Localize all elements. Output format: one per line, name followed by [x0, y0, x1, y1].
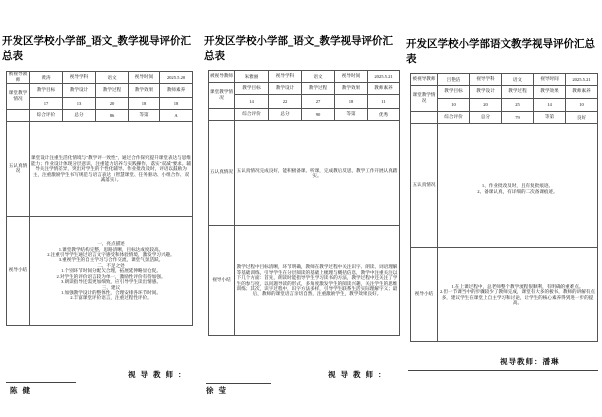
criterion: 教学设计: [269, 83, 302, 95]
criterion: 教师素养: [160, 84, 193, 98]
scores-row: [209, 95, 400, 109]
inspector-signature: 视导教师：潘琳: [500, 357, 560, 366]
signature-line: [206, 383, 271, 384]
score: 18: [335, 95, 368, 109]
five-diligence-row: [411, 124, 598, 248]
signature-line: [6, 382, 76, 383]
criterion: 教学目标: [30, 84, 63, 98]
classroom-label: 课堂教学情况: [7, 84, 30, 110]
criterion: 教学过程: [302, 83, 335, 95]
summary-row: [411, 248, 598, 342]
overall-label: 综合评价: [30, 110, 63, 122]
five-diligence-text: 五认真情况完成良好，能积极备课、听课，完成教后反思，教学工作开展认真踏实。: [235, 121, 400, 226]
total-score: 86: [96, 110, 129, 122]
score: 18: [129, 98, 160, 110]
sheet-title: 开发区学校小学部语文教学视导评价汇总表: [406, 38, 595, 65]
criteria-row: [411, 86, 598, 99]
criteria-row: [209, 83, 400, 95]
header-row: [209, 71, 400, 83]
grade-value: 优秀: [368, 109, 400, 121]
score: 14: [235, 95, 269, 109]
header-row: [411, 74, 598, 86]
score: 25: [502, 99, 534, 112]
score: 18: [160, 98, 193, 110]
date-value: 2025.5.21: [566, 74, 598, 86]
criterion: 教师素养: [368, 83, 400, 95]
header-row: [7, 72, 193, 84]
criterion: 教学效果: [335, 83, 368, 95]
subject-label: 视导学科: [470, 74, 502, 86]
five-diligence-text: 1、作业批改及时，且有复批痕迹。 2、备课认真，有详细的二次备课痕迹。: [438, 124, 598, 248]
summary-text: 教学过程中目标清晰，环节明确，教师在教学过程中关注识字、朗读、词语理解等基础训练，引导学生在分层阅读的基础上梳理与概括信息，教学中注重关注以下几个方面：首先，朗读时能指导学生学习读书的方法，教学过程中还关注了学生的参与度，以问题导读的形式，多角度激发学生的阅读兴趣，关注学生的思维训练；其次，识字过程中，识字方法多样，引导学生联系生活实际理解字义；最后，教师的课堂语言亲切自然，注重激励学生，教学效果良好。: [235, 226, 400, 336]
score: 10: [438, 99, 470, 112]
teacher-name: 吕艳洁: [438, 74, 470, 86]
subject-label: 视导学科: [269, 71, 302, 83]
overall-row: [411, 112, 598, 124]
total-score: 90: [302, 109, 335, 121]
inspector-signature: 视导教师：陈健: [10, 370, 191, 395]
criterion: 教学目标: [235, 83, 269, 95]
scores-row: [411, 99, 598, 112]
teacher-label: 被视导教师: [411, 74, 438, 86]
evaluation-sheet-chen: [0, 0, 200, 417]
evaluation-table: [208, 70, 400, 336]
five-diligence-label: 五认真情况: [209, 121, 235, 226]
score: 13: [63, 98, 96, 110]
five-diligence-row: [209, 121, 400, 226]
five-diligence-row: [7, 122, 193, 217]
summary-label: 视导小结: [209, 226, 235, 336]
teacher-name: 朱雅丽: [235, 71, 269, 83]
total-score: 79: [502, 112, 534, 124]
evaluation-sheet-pan: [404, 0, 602, 417]
score: 11: [368, 95, 400, 109]
score: 20: [96, 98, 129, 110]
sheet-title: 开发区学校小学部_语文_教学视导评价汇总表: [204, 35, 393, 62]
subject-label: 视导学科: [63, 72, 96, 84]
overall-label: 综合评价: [438, 112, 470, 124]
overall-label: 综合评价: [235, 109, 269, 121]
summary-label: 视导小结: [7, 217, 30, 326]
score: 17: [30, 98, 63, 110]
scores-row: [7, 98, 193, 110]
grade-label: 等第: [129, 110, 160, 122]
overall-row: [209, 109, 400, 121]
classroom-label: 课堂教学情况: [209, 83, 235, 109]
grade-label: 等第: [335, 109, 368, 121]
grade-value: A: [160, 110, 193, 122]
overall-row: [7, 110, 193, 122]
criterion: 教学效果: [129, 84, 160, 98]
summary-row: [7, 217, 193, 326]
evaluation-sheet-xu: [202, 0, 402, 417]
date-value: 2025.5.21: [368, 71, 400, 83]
grade-value: 良好: [566, 112, 598, 124]
inspector-signature: 视导教师：徐莹: [206, 370, 391, 395]
score: 10: [566, 99, 598, 112]
evaluation-table: [410, 73, 598, 342]
date-label: 视导时间: [335, 71, 368, 83]
criteria-row: [7, 84, 193, 98]
five-diligence-label: 五认真情况: [411, 124, 438, 248]
subject-value: 语文: [502, 74, 534, 86]
five-diligence-label: 五认真情况: [7, 122, 30, 217]
total-label: 总分: [269, 109, 302, 121]
criterion: 教学过程: [96, 84, 129, 98]
classroom-label: 课堂教学情况: [411, 86, 438, 112]
date-label: 视导时间: [534, 74, 566, 86]
summary-label: 视导小结: [411, 248, 438, 342]
subject-value: 语文: [302, 71, 335, 83]
teacher-label: 被视导教师: [7, 72, 30, 84]
criterion: 教师素养: [566, 86, 598, 99]
date-value: 2025.5.20: [160, 72, 193, 84]
grade-label: 等第: [534, 112, 566, 124]
evaluation-table: [6, 71, 193, 326]
summary-text: 一、亮点描述 1.课堂教学结构完整，思路清晰，目标达成度较高。 2.注重引导学生通过语言文字感受和体验情境，激发学习兴趣。 3.重视学生的自主学习与合作交流，课堂气氛活跃。 二、不足之处 1.个别环节时间分配欠合理，拓展延伸略显仓促。 2.对学生的评价语言较为单一，激励性评价有待加强。 3.朗读指导还需更加细致，应引导学生读出情感。 三、建议 1.加强教学设计的整体性，合理安排各环节时间。 2.丰富课堂评价语言，注重过程性评价。: [30, 217, 193, 326]
teacher-name: 黄涛: [30, 72, 63, 84]
score: 27: [302, 95, 335, 109]
criterion: 教学目标: [438, 86, 470, 99]
sheet-title: 开发区学校小学部_语文_教学视导评价汇总表: [2, 35, 191, 62]
criterion: 教学设计: [470, 86, 502, 99]
date-label: 视导时间: [129, 72, 160, 84]
summary-row: [209, 226, 400, 336]
signature-line: [408, 370, 598, 371]
total-label: 总分: [63, 110, 96, 122]
five-diligence-text: 课堂设计注重生活化情境与"教学评一致性"，通过合作探究提升课堂表达与思维能力；作业设计体现分层意识，注重能力培养与实践操作，落实"双减"要求。辅导关注学情差异，突出对学生的个性化辅导。作业批改及时，评语以鼓励为主，注重激励学生书写规范与语言表达（智慧课堂、任务驱动、小组合作、双减落实）。: [30, 122, 193, 217]
subject-value: 语文: [96, 72, 129, 84]
score: 22: [269, 95, 302, 109]
score: 14: [534, 99, 566, 112]
criterion: 教学效果: [534, 86, 566, 99]
teacher-label: 被视导教师: [209, 71, 235, 83]
total-label: 总分: [470, 112, 502, 124]
criterion: 教学设计: [63, 84, 96, 98]
summary-text: 1.在上课过程中，总老师整个教学流程很顺利，有明确的重难点。 2.但一节课当中的步骤较少了教师完成，课堂有大多的板书，教师的讲解有点多，建议学生在课堂上自主学习和讨论，让学生的核心素养得到进一步的提高。: [438, 248, 598, 342]
criterion: 教学过程: [502, 86, 534, 99]
score: 20: [470, 99, 502, 112]
